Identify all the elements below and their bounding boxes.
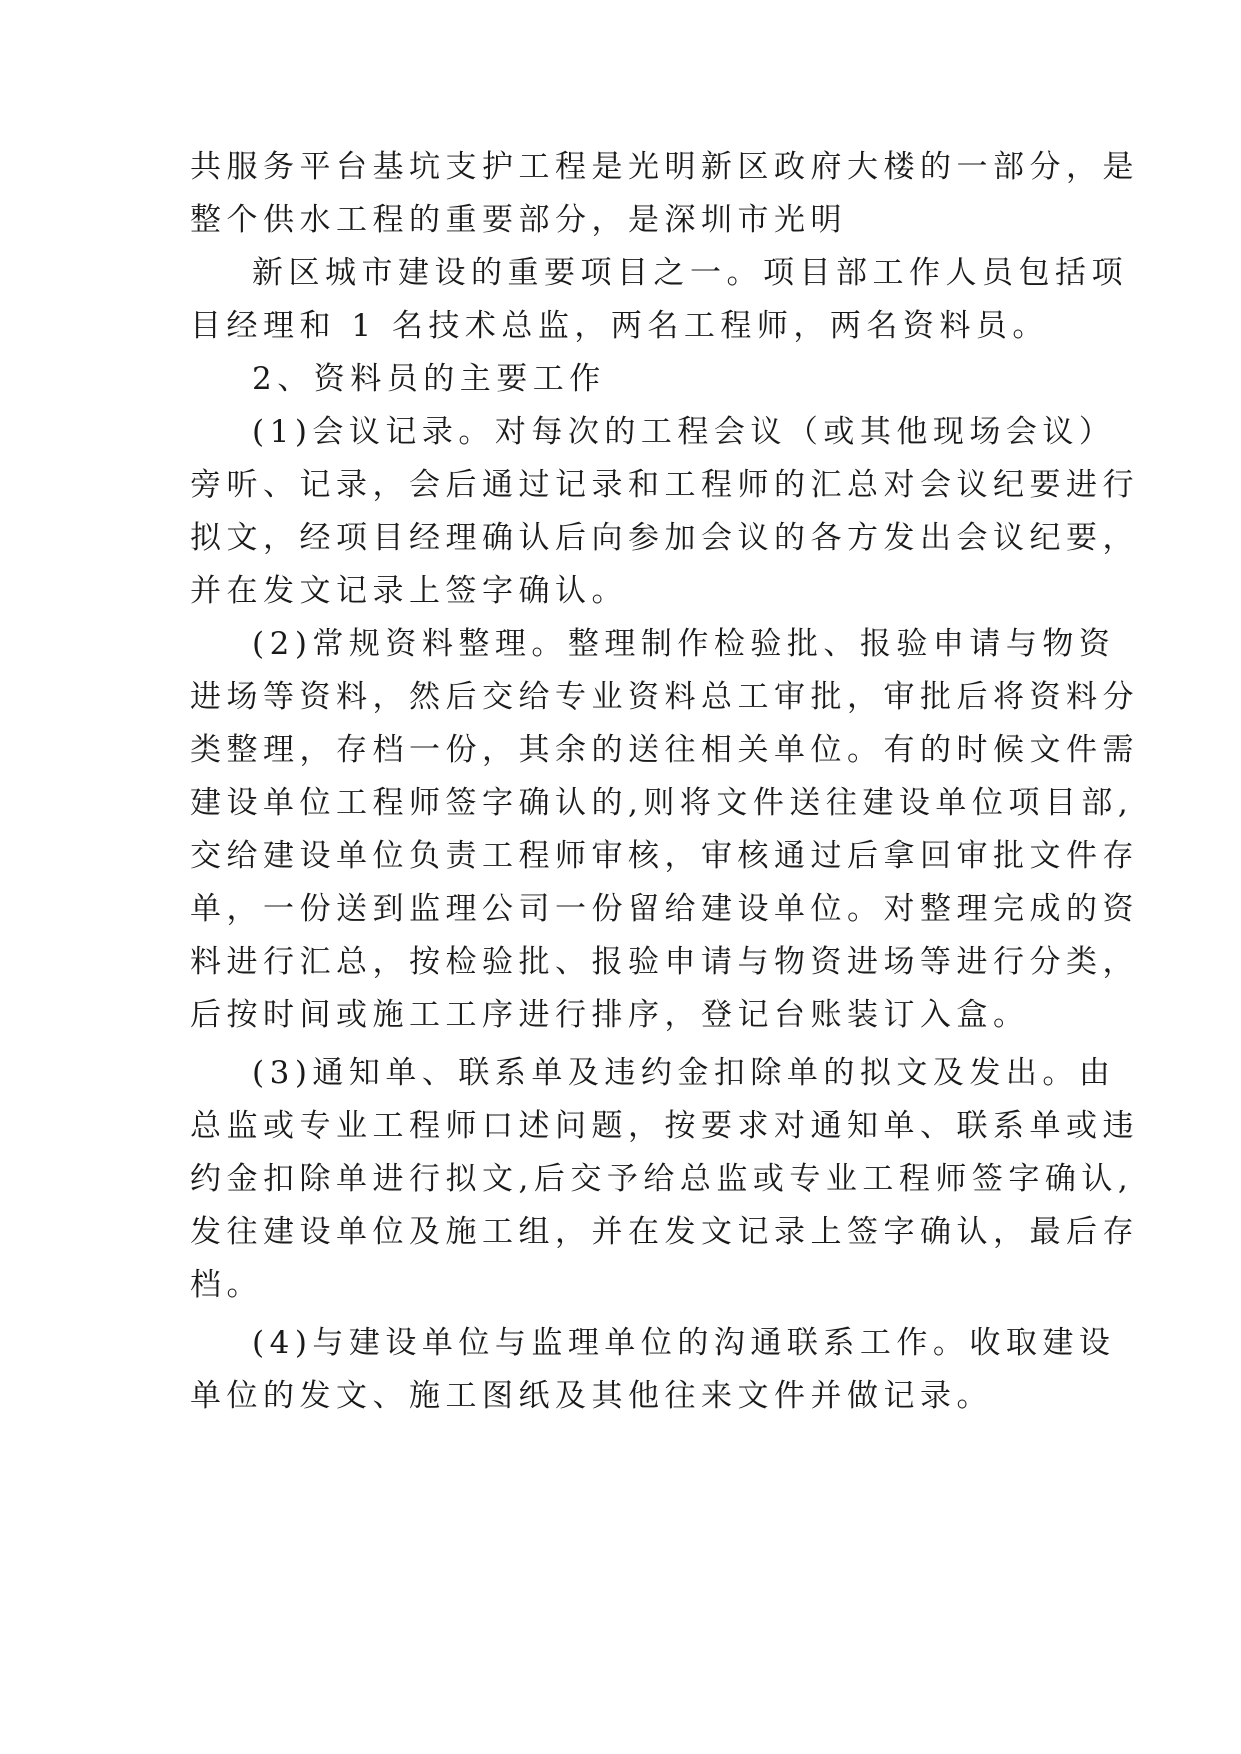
text-line: 新区城市建设的重要项目之一。项目部工作人员包括项	[252, 255, 1128, 291]
text-line: 目经理和 1 名技术总监，两名工程师，两名资料员。	[190, 308, 1049, 344]
text-line: 约金扣除单进行拟文,后交予给总监或专业工程师签字确认,	[190, 1161, 1134, 1197]
section-heading: 2、资料员的主要工作	[252, 361, 606, 397]
text-line: 并在发文记录上签字确认。	[190, 573, 628, 609]
text-line: 进场等资料，然后交给专业资料总工审批，审批后将资料分	[190, 679, 1139, 715]
text-line: 单，一份送到监理公司一份留给建设单位。对整理完成的资	[190, 891, 1139, 927]
text-line: 共服务平台基坑支护工程是光明新区政府大楼的一部分，是	[190, 149, 1139, 185]
text-line: 整个供水工程的重要部分，是深圳市光明	[190, 202, 847, 238]
text-line: (2)常规资料整理。整理制作检验批、报验申请与物资	[252, 626, 1116, 662]
text-line: (1)会议记录。对每次的工程会议（或其他现场会议）	[252, 414, 1116, 450]
text-line: 拟文，经项目经理确认后向参加会议的各方发出会议纪要，	[190, 520, 1139, 556]
text-line: 单位的发文、施工图纸及其他往来文件并做记录。	[190, 1378, 993, 1414]
text-line: 建设单位工程师签字确认的,则将文件送往建设单位项目部,	[190, 785, 1134, 821]
text-line: 旁听、记录，会后通过记录和工程师的汇总对会议纪要进行	[190, 467, 1139, 503]
text-line: (4)与建设单位与监理单位的沟通联系工作。收取建设	[252, 1325, 1116, 1361]
text-line: (3)通知单、联系单及违约金扣除单的拟文及发出。由	[252, 1055, 1116, 1091]
text-line: 料进行汇总，按检验批、报验申请与物资进场等进行分类，	[190, 944, 1139, 980]
text-line: 总监或专业工程师口述问题，按要求对通知单、联系单或违	[190, 1108, 1139, 1144]
text-line: 后按时间或施工工序进行排序，登记台账装订入盒。	[190, 997, 1030, 1033]
text-line: 交给建设单位负责工程师审核，审核通过后拿回审批文件存	[190, 838, 1139, 874]
text-line: 发往建设单位及施工组，并在发文记录上签字确认，最后存	[190, 1214, 1139, 1250]
text-line: 类整理，存档一份，其余的送往相关单位。有的时候文件需	[190, 732, 1139, 768]
text-line: 档。	[190, 1267, 263, 1303]
